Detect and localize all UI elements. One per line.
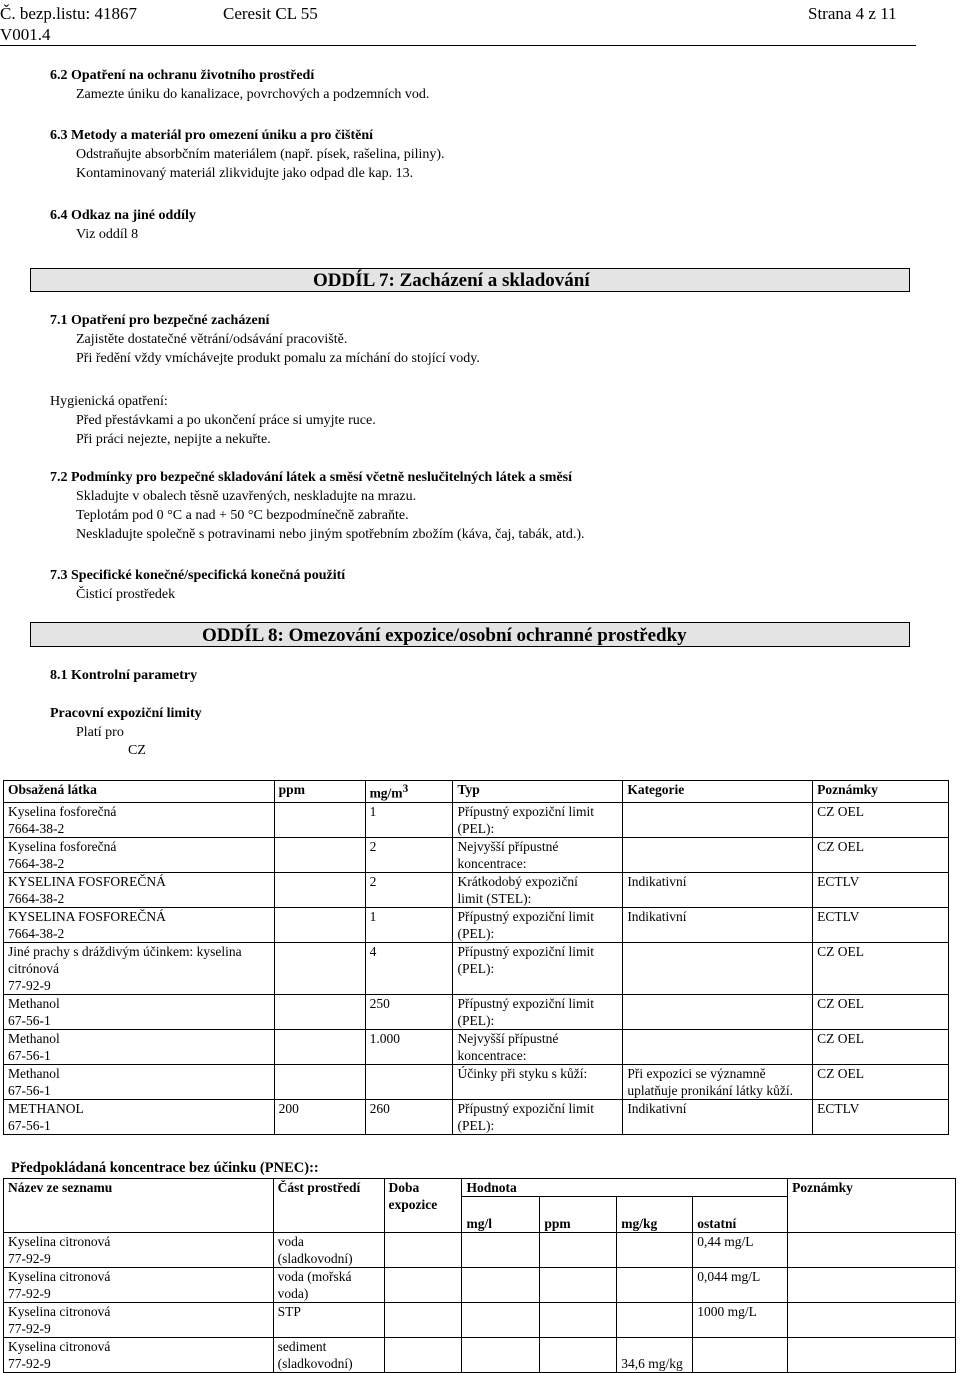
oel-cell-type [453, 872, 623, 907]
oel-cell-category [623, 1029, 813, 1064]
oel-table [3, 780, 949, 1135]
pnec-cell-mgkg [617, 1268, 693, 1303]
pnec-cell-env [273, 1268, 384, 1303]
pnec-cell-ppm [540, 1303, 617, 1338]
oel-cell-category [623, 1064, 813, 1099]
pnec-cell-env-env1: voda (mořská [277, 1269, 352, 1284]
pnec-cell-duration [384, 1338, 462, 1373]
oel-cell-mg [365, 1064, 453, 1099]
oel-col-mg [365, 781, 453, 803]
oel-cell-type-type1: Přípustný expoziční limit [457, 803, 594, 819]
oel-cell-notes-note: ECTLV [817, 908, 860, 924]
pnec-cell-other [693, 1338, 788, 1373]
oel-cell-substance [4, 1099, 275, 1134]
pnec-cell-env-env1: sediment [277, 1339, 327, 1354]
oel-cell-substance-substance: KYSELINA FOSFOREČNÁ [8, 873, 166, 889]
pnec-cell-mgkg [617, 1233, 693, 1268]
oel-col-mg-label: mg/m [369, 785, 403, 801]
oel-cell-category [623, 802, 813, 837]
product-name: Ceresit CL 55 [223, 4, 318, 23]
pnec-cell-duration [384, 1268, 462, 1303]
oel-cell-substance-substance: Methanol [8, 1030, 60, 1046]
oel-cell-mg-mg: 2 [369, 838, 377, 854]
oel-cell-substance-cas: 67-56-1 [8, 1117, 51, 1133]
oel-cell-ppm [274, 994, 365, 1029]
oel-table-row [4, 1029, 949, 1064]
pnec-col-name: Název ze seznamu [4, 1179, 274, 1233]
pnec-cell-notes [788, 1303, 956, 1338]
section-6-2-text: Zamezte úniku do kanalizace, povrchových a podzemních vod. [76, 87, 430, 102]
section-6-4-text: Viz oddíl 8 [76, 227, 139, 242]
section-7-2-line2: Teplotám pod 0 °C a nad + 50 °C bezpodmínečně zabraňte. [76, 508, 409, 523]
oel-cell-substance [4, 1064, 275, 1099]
pnec-cell-env-env1: voda [277, 1234, 304, 1249]
oel-cell-substance-cas: 67-56-1 [8, 1047, 51, 1063]
pnec-cell-name-name: Kyselina citronová [8, 1269, 111, 1284]
version: V001.4 [0, 25, 51, 44]
oel-cell-type-type2: limit (STEL): [457, 890, 532, 906]
oel-col-notes: Poznámky [813, 781, 949, 803]
oel-cell-ppm [274, 1099, 365, 1134]
pnec-cell-mgkg [617, 1303, 693, 1338]
oel-cell-type [453, 994, 623, 1029]
pnec-sub-mgkg: mg/kg [617, 1197, 693, 1233]
oel-cell-type-type1: Přípustný expoziční limit [457, 995, 594, 1011]
section-8-title: ODDÍL 8: Omezování expozice/osobní ochranné prostředky [202, 625, 687, 646]
oel-cell-type-type1: Účinky při styku s kůží: [457, 1065, 588, 1081]
oel-cell-mg [365, 837, 453, 872]
oel-cell-category [623, 872, 813, 907]
oel-cell-substance-substance: METHANOL [8, 1100, 84, 1116]
pnec-cell-other-other: 1000 mg/L [697, 1304, 757, 1319]
pnec-cell-duration [384, 1233, 462, 1268]
oel-table-row [4, 872, 949, 907]
oel-col-mg-sup: 3 [402, 783, 409, 795]
pnec-cell-env-env2: (sladkovodní) [277, 1251, 353, 1266]
oel-cell-type [453, 907, 623, 942]
oel-cell-mg-mg: 4 [369, 943, 377, 959]
pnec-cell-name [4, 1303, 274, 1338]
oel-cell-notes [813, 942, 949, 994]
oel-cell-type-type1: Krátkodobý expoziční [457, 873, 578, 889]
oel-cell-notes [813, 872, 949, 907]
oel-cell-notes-note: CZ OEL [817, 1065, 864, 1081]
oel-cell-mg-mg: 1.000 [369, 1030, 400, 1046]
pnec-table-row [4, 1303, 956, 1338]
oel-cell-category-cat1: Indikativní [627, 873, 687, 889]
oel-cell-type [453, 942, 623, 994]
oel-cell-category [623, 942, 813, 994]
hygiene-title: Hygienická opatření: [50, 394, 168, 409]
pnec-table [3, 1178, 956, 1373]
oel-table-row [4, 907, 949, 942]
section-7-3-title: 7.3 Specifické konečné/specifická konečná použití [50, 568, 346, 583]
oel-cell-notes-note: CZ OEL [817, 995, 864, 1011]
section-6-4-title: 6.4 Odkaz na jiné oddíly [50, 208, 196, 223]
pnec-cell-other [693, 1303, 788, 1338]
oel-cell-category-cat1: Při expozici se významně [627, 1065, 766, 1081]
pnec-cell-other [693, 1233, 788, 1268]
oel-cell-type-type2: (PEL): [457, 925, 495, 941]
section-7-1-title: 7.1 Opatření pro bezpečné zacházení [50, 313, 270, 328]
oel-cell-mg [365, 907, 453, 942]
oel-cell-notes-note: CZ OEL [817, 943, 864, 959]
oel-cell-type-type1: Přípustný expoziční limit [457, 1100, 594, 1116]
oel-cell-substance [4, 907, 275, 942]
section-7-3-text: Čisticí prostředek [76, 587, 176, 602]
oel-table-row [4, 1099, 949, 1134]
section-7-header [30, 268, 910, 292]
pnec-cell-name-cas: 77-92-9 [8, 1286, 51, 1301]
page-number: Strana 4 z 11 [808, 4, 897, 23]
oel-cell-type-type1: Přípustný expoziční limit [457, 943, 594, 959]
pnec-cell-ppm [540, 1338, 617, 1373]
oel-cell-substance-substance: Jiné prachy s dráždivým účinkem: kyselina [8, 943, 242, 959]
pnec-cell-duration [384, 1303, 462, 1338]
pnec-header-row [4, 1179, 956, 1197]
oel-cell-mg-mg: 1 [369, 803, 377, 819]
oel-cell-type-type2: (PEL): [457, 960, 495, 976]
pnec-col-duration [384, 1179, 462, 1233]
pnec-cell-name [4, 1233, 274, 1268]
oel-cell-ppm [274, 1064, 365, 1099]
oel-cell-type-type1: Nejvyšší přípustné [457, 1030, 559, 1046]
pnec-cell-ppm [540, 1233, 617, 1268]
oel-col-category: Kategorie [623, 781, 813, 803]
oel-cell-substance [4, 942, 275, 994]
oel-cell-mg-mg: 2 [369, 873, 377, 889]
oel-cell-mg [365, 802, 453, 837]
oel-cell-type-type2: (PEL): [457, 1012, 495, 1028]
oel-cell-category-cat2: uplatňuje pronikání látky kůží. [627, 1082, 794, 1098]
oel-cell-mg [365, 994, 453, 1029]
oel-cell-substance-cas: 7664-38-2 [8, 925, 65, 941]
oel-cell-substance-substance: Methanol [8, 995, 60, 1011]
oel-table-row [4, 942, 949, 994]
oel-cell-substance-substance: KYSELINA FOSFOREČNÁ [8, 908, 166, 924]
section-7-2-title: 7.2 Podmínky pro bezpečné skladování látek a směsí včetně neslučitelných látek a směsí [50, 470, 573, 485]
oel-cell-substance [4, 872, 275, 907]
oel-cell-substance [4, 802, 275, 837]
oel-cell-mg-mg: 1 [369, 908, 377, 924]
hygiene-line1: Před přestávkami a po ukončení práce si umyjte ruce. [76, 413, 376, 428]
oel-cell-notes-note: ECTLV [817, 873, 860, 889]
pnec-cell-mgkg [617, 1338, 693, 1373]
doc-number: Č. bezp.listu: 41867 [0, 4, 137, 23]
oel-cell-type [453, 1064, 623, 1099]
pnec-cell-env-env2: (sladkovodní) [277, 1356, 353, 1371]
section-7-title: ODDÍL 7: Zacházení a skladování [313, 270, 590, 291]
section-6-3-line2: Kontaminovaný materiál zlikvidujte jako odpad dle kap. 13. [76, 166, 414, 181]
section-7-2-line3: Neskladujte společně s potravinami nebo jiným spotřebním zbožím (káva, čaj, tabák, atd.). [76, 527, 585, 542]
oel-cell-substance [4, 1029, 275, 1064]
oel-cell-mg [365, 942, 453, 994]
pnec-cell-mgl [462, 1233, 540, 1268]
pnec-col-notes: Poznámky [788, 1179, 956, 1233]
pnec-cell-name-cas: 77-92-9 [8, 1251, 51, 1266]
oel-cell-ppm [274, 872, 365, 907]
pnec-cell-mgl [462, 1338, 540, 1373]
oel-cell-type [453, 802, 623, 837]
pnec-title: Předpokládaná koncentrace bez účinku (PNEC):: [11, 1160, 319, 1176]
oel-header-row [4, 781, 949, 803]
oel-cell-mg-mg: 250 [369, 995, 390, 1011]
pnec-col-env: Část prostředí [273, 1179, 384, 1233]
section-8-1-title: 8.1 Kontrolní parametry [50, 668, 198, 683]
section-6-3-line1: Odstraňujte absorbčním materiálem (např. písek, rašelina, piliny). [76, 147, 445, 162]
oel-cell-type-type2: koncentrace: [457, 1047, 527, 1063]
section-7-1-line1: Zajistěte dostatečné větrání/odsávání pracoviště. [76, 332, 348, 347]
pnec-cell-mgl [462, 1268, 540, 1303]
pnec-table-row [4, 1268, 956, 1303]
section-6-3-title: 6.3 Metody a materiál pro omezení úniku a pro čištění [50, 128, 374, 143]
oel-cell-ppm-ppm: 200 [278, 1100, 299, 1116]
oel-col-substance: Obsažená látka [4, 781, 275, 803]
oel-cell-substance-cas: 77-92-9 [8, 977, 51, 993]
section-8-header [30, 622, 910, 647]
pnec-cell-notes [788, 1338, 956, 1373]
oel-table-row [4, 802, 949, 837]
oel-cell-substance [4, 994, 275, 1029]
section-7-1-line2: Při ředění vždy vmíchávejte produkt pomalu za míchání do stojící vody. [76, 351, 480, 366]
oel-cell-substance-cas: 7664-38-2 [8, 890, 65, 906]
oel-cell-ppm [274, 1029, 365, 1064]
oel-col-type: Typ [453, 781, 623, 803]
pnec-cell-env [273, 1233, 384, 1268]
oel-col-ppm: ppm [274, 781, 365, 803]
section-6-2-title: 6.2 Opatření na ochranu životního prostředí [50, 68, 315, 83]
pnec-cell-other-other: 0,044 mg/L [697, 1269, 761, 1284]
pnec-sub-ppm: ppm [540, 1197, 617, 1233]
oel-cell-type-type2: koncentrace: [457, 855, 527, 871]
pnec-cell-ppm [540, 1268, 617, 1303]
oel-cell-substance-substance: Kyselina fosforečná [8, 803, 117, 819]
pnec-cell-env-env1: STP [277, 1304, 301, 1319]
pnec-col-value: Hodnota [462, 1179, 788, 1197]
oel-cell-type [453, 1029, 623, 1064]
pnec-cell-other-other: 0,44 mg/L [697, 1234, 754, 1249]
pnec-sub-mgl: mg/l [462, 1197, 540, 1233]
pnec-cell-name [4, 1268, 274, 1303]
hygiene-line2: Při práci nejezte, nepijte a nekuřte. [76, 432, 271, 447]
pnec-cell-env-env2: voda) [277, 1286, 309, 1301]
oel-cell-type [453, 837, 623, 872]
pnec-cell-other [693, 1268, 788, 1303]
pnec-cell-name [4, 1338, 274, 1373]
section-7-2-line1: Skladujte v obalech těsně uzavřených, neskladujte na mrazu. [76, 489, 417, 504]
pnec-table-row [4, 1338, 956, 1373]
oel-cell-notes-note: CZ OEL [817, 803, 864, 819]
oel-cell-notes [813, 1029, 949, 1064]
oel-cell-category [623, 837, 813, 872]
oel-cell-mg [365, 872, 453, 907]
pnec-sub-other: ostatní [693, 1197, 788, 1233]
oel-cell-ppm [274, 837, 365, 872]
pnec-cell-name-cas: 77-92-9 [8, 1356, 51, 1371]
oel-cell-substance-substance2: citrónová [8, 960, 59, 976]
pnec-col-duration-1: Doba [388, 1180, 420, 1195]
pnec-cell-name-cas: 77-92-9 [8, 1321, 51, 1336]
oel-cell-notes [813, 1099, 949, 1134]
oel-cell-notes [813, 802, 949, 837]
oel-cell-type-type1: Nejvyšší přípustné [457, 838, 559, 854]
oel-cell-type-type1: Přípustný expoziční limit [457, 908, 594, 924]
oel-cell-substance-cas: 7664-38-2 [8, 820, 65, 836]
oel-table-row [4, 994, 949, 1029]
oel-cell-ppm [274, 942, 365, 994]
pnec-cell-notes [788, 1233, 956, 1268]
oel-cell-mg [365, 1029, 453, 1064]
pnec-table-row [4, 1233, 956, 1268]
oel-cell-ppm [274, 802, 365, 837]
oel-cell-substance-cas: 7664-38-2 [8, 855, 65, 871]
limits-title: Pracovní expoziční limity [50, 706, 202, 721]
limits-applies-to: Platí pro [76, 725, 124, 740]
limits-country: CZ [128, 743, 146, 758]
oel-cell-category-cat1: Indikativní [627, 1100, 687, 1116]
oel-cell-substance [4, 837, 275, 872]
pnec-col-duration-2: expozice [388, 1197, 438, 1212]
pnec-cell-name-name: Kyselina citronová [8, 1304, 111, 1319]
pnec-cell-name-name: Kyselina citronová [8, 1339, 111, 1354]
oel-cell-ppm [274, 907, 365, 942]
oel-table-row [4, 837, 949, 872]
oel-cell-notes-note: CZ OEL [817, 1030, 864, 1046]
oel-table-row [4, 1064, 949, 1099]
oel-cell-notes [813, 837, 949, 872]
oel-cell-substance-cas: 67-56-1 [8, 1012, 51, 1028]
oel-cell-mg-mg: 260 [369, 1100, 390, 1116]
oel-cell-notes [813, 994, 949, 1029]
oel-cell-mg [365, 1099, 453, 1134]
pnec-cell-name-name: Kyselina citronová [8, 1234, 111, 1249]
pnec-cell-env [273, 1338, 384, 1373]
oel-cell-type-type2: (PEL): [457, 1117, 495, 1133]
oel-cell-notes-note: ECTLV [817, 1100, 860, 1116]
oel-cell-notes-note: CZ OEL [817, 838, 864, 854]
pnec-cell-mgkg-mgkg: 34,6 mg/kg [621, 1356, 683, 1371]
pnec-cell-env [273, 1303, 384, 1338]
oel-cell-category [623, 1099, 813, 1134]
oel-cell-type-type2: (PEL): [457, 820, 495, 836]
oel-cell-notes [813, 1064, 949, 1099]
header-rule [0, 45, 916, 46]
pnec-cell-notes [788, 1268, 956, 1303]
oel-cell-category [623, 907, 813, 942]
pnec-cell-mgl [462, 1303, 540, 1338]
oel-cell-substance-substance: Kyselina fosforečná [8, 838, 117, 854]
oel-cell-notes [813, 907, 949, 942]
oel-cell-category-cat1: Indikativní [627, 908, 687, 924]
oel-cell-substance-cas: 67-56-1 [8, 1082, 51, 1098]
oel-cell-type [453, 1099, 623, 1134]
oel-cell-substance-substance: Methanol [8, 1065, 60, 1081]
oel-cell-category [623, 994, 813, 1029]
